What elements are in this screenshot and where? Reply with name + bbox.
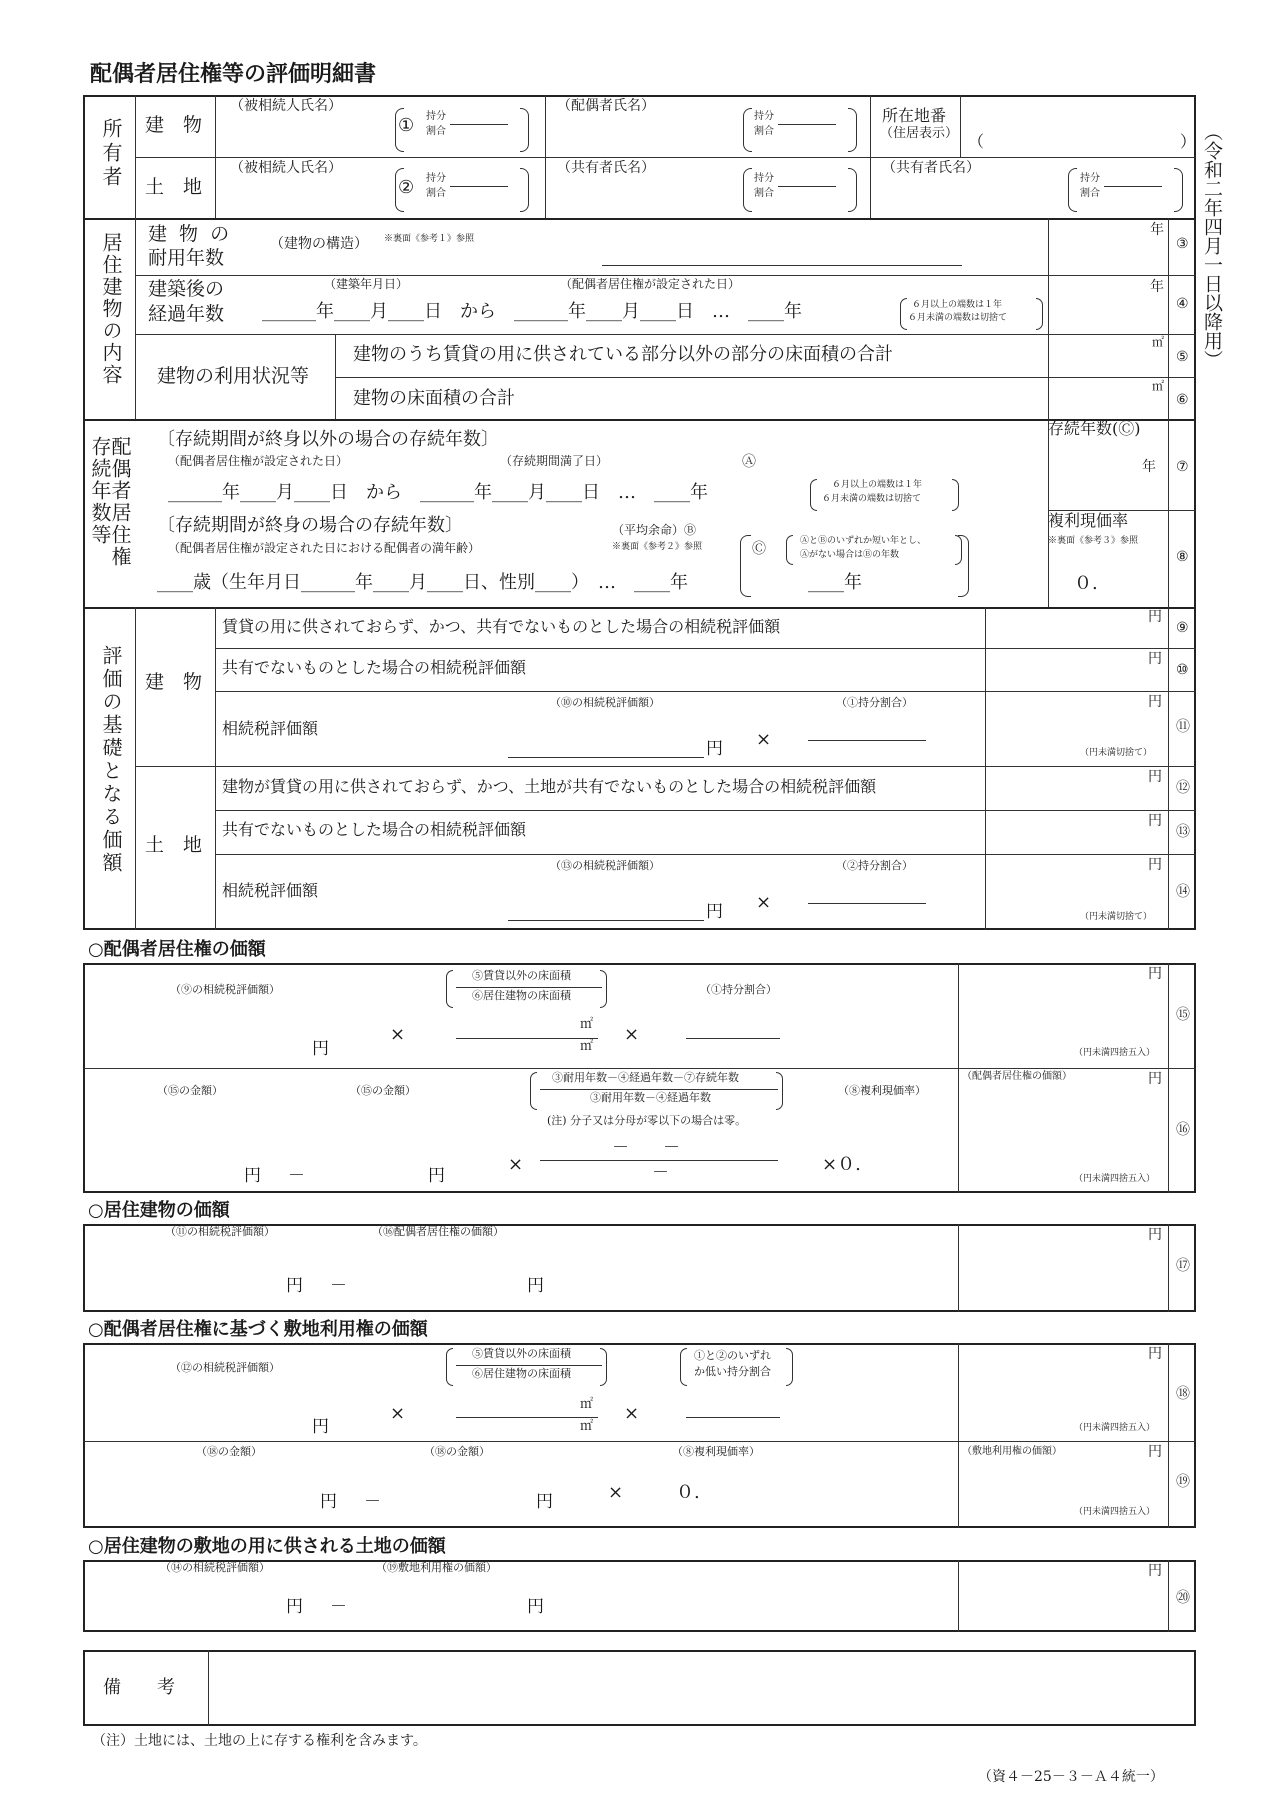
source-12: （⑫の相続税評価額） [170, 1361, 280, 1374]
yen: 円 [706, 739, 723, 759]
area-6-label: ⑥居住建物の床面積 [472, 989, 571, 1002]
unit-year: 年 [1150, 222, 1164, 238]
rounding-half-up: （円未満四捨五入） [1074, 1048, 1156, 1058]
duration-header-col1: 配偶者居住権 [108, 436, 132, 568]
share-label-1: 持分 [426, 173, 446, 184]
share-label-2: 割合 [754, 126, 774, 137]
area-6-label: ⑥居住建物の床面積 [472, 1367, 571, 1380]
yen: 円 [1148, 1444, 1162, 1460]
end-date-label: （存続期間満了日） [500, 454, 609, 468]
owner-building-label: 建 物 [145, 114, 203, 136]
rounding-note-1: ６月以上の端数は１年 [912, 300, 1003, 310]
share-label-1: 持分 [754, 111, 774, 122]
row-number-16: ⑯ [1176, 1122, 1190, 1138]
applicability-note: （令和二年四月一日以降用） [1201, 122, 1223, 369]
location-label: 所在地番 [882, 106, 947, 125]
structure-label: （建物の構造） [270, 236, 368, 252]
row-number-13: ⑬ [1176, 824, 1190, 840]
yen: 円 [527, 1276, 544, 1296]
yen: 円 [1148, 769, 1162, 785]
basis-header: 評価の基礎となる価額 [99, 645, 123, 875]
age-note: （配偶者居住権が設定された日における配偶者の満年齢） [168, 541, 481, 555]
row-10-label: 共有でないものとした場合の相続税評価額 [222, 658, 527, 677]
zero-note: (注) 分子又は分母が零以下の場合は零。 [547, 1114, 747, 1127]
row-number-14: ⑭ [1176, 884, 1190, 900]
decedent-name-label-2: （被相続人氏名） [230, 160, 342, 176]
row-number-7: ⑦ [1176, 459, 1189, 475]
pv-zero: ０. [676, 1482, 700, 1503]
share-label-1: 持分 [426, 111, 446, 122]
minus: － [330, 1276, 347, 1296]
rounding-note-2: ６月未満の端数は切捨て [822, 494, 922, 504]
yen: 円 [312, 1039, 329, 1059]
yen: 円 [1148, 1071, 1162, 1087]
times: × [624, 1403, 640, 1424]
row-14-label: 相続税評価額 [222, 881, 319, 900]
residence-value-section-title: ○居住建物の価額 [88, 1200, 230, 1221]
pv-8-label: （⑧複利現価率） [672, 1445, 760, 1458]
share-label-2: 割合 [426, 188, 446, 199]
row-number-12: ⑫ [1176, 780, 1190, 796]
minus: － [652, 1163, 669, 1183]
total-area-label: 建物の床面積の合計 [353, 388, 515, 409]
yen: 円 [536, 1492, 553, 1512]
yen: 円 [706, 902, 723, 922]
built-date-label: （建築年月日） [324, 277, 409, 291]
coowner-name-label: （共有者氏名） [557, 160, 655, 176]
usage-label: 建物の利用状況等 [157, 365, 310, 387]
share-1-label: （①持分割合） [700, 983, 777, 996]
row-number-15: ⑮ [1176, 1007, 1190, 1023]
yen: 円 [286, 1597, 303, 1617]
case-other-label: 〔存続期間が終身以外の場合の存続年数〕 [157, 429, 499, 450]
times-zero: ×０. [822, 1154, 861, 1175]
times: × [756, 729, 772, 750]
location-sub-label: （住居表示） [880, 126, 959, 141]
basis-land-label: 土 地 [145, 834, 203, 856]
times: × [608, 1482, 624, 1503]
row-14-share: （②持分割合） [836, 859, 913, 872]
unit-year: 年 [1150, 279, 1164, 295]
source-14: （⑭の相続税評価額） [160, 1561, 270, 1574]
site-right-value-label: （敷地利用権の価額） [962, 1446, 1062, 1457]
spouse-right-section-title: ○配偶者居住権の価額 [88, 939, 266, 960]
duration-years-label: 存続年数(Ⓒ) [1048, 419, 1141, 438]
rounding-cut: （円未満切捨て） [1080, 912, 1153, 922]
yen: 円 [1148, 857, 1162, 873]
rounding-half-up: （円未満四捨五入） [1074, 1174, 1156, 1184]
row-number-4: ④ [1176, 296, 1189, 312]
times: × [624, 1024, 640, 1045]
row-9-label: 賃貸の用に供されておらず、かつ、共有でないものとした場合の相続税評価額 [222, 617, 781, 636]
source-19: （⑲敷地利用権の価額） [376, 1561, 497, 1574]
non-rental-area-label: 建物のうち賃貸の用に供されている部分以外の部分の床面積の合計 [353, 344, 893, 365]
duration-year-blank: ____年 [808, 572, 862, 593]
source-11: （⑪の相続税評価額） [165, 1225, 275, 1238]
unit-m2: ㎡ [1152, 335, 1165, 349]
row-number-8: ⑧ [1176, 549, 1189, 565]
row-number-6: ⑥ [1176, 392, 1189, 408]
times: × [756, 892, 772, 913]
age-row: ____歳（生年月日______年____月____日、性別____） … ____年 [157, 572, 688, 593]
avg-life-label: （平均余命）Ⓑ [612, 523, 697, 537]
row-11-source: （⑩の相続税評価額） [550, 696, 660, 709]
footnote: （注）土地には、土地の上に存する権利を含みます。 [92, 1733, 427, 1749]
amount-15-b: （⑮の金額） [350, 1084, 416, 1097]
choose-note-1: ⒶとⒷのいずれか短い年とし、 [800, 536, 927, 546]
form-id: （資４－25－３－Ａ４統一） [978, 1769, 1164, 1785]
row-number-11: ⑪ [1176, 719, 1190, 735]
source-16: （⑯配偶者居住権の価額） [372, 1225, 504, 1238]
area-5-label: ⑤賃貸以外の床面積 [472, 969, 571, 982]
times: × [508, 1154, 524, 1175]
yen: 円 [320, 1492, 337, 1512]
share-label-2: 割合 [1080, 188, 1100, 199]
lower-share-label-1: ①と②のいずれ [694, 1349, 771, 1362]
row-number-17: ⑰ [1176, 1258, 1190, 1274]
denominator-formula: ③耐用年数－④経過年数 [590, 1091, 711, 1104]
unit-m2: ㎡ [580, 1017, 594, 1032]
case-life-label: 〔存続期間が終身の場合の存続年数〕 [157, 515, 463, 536]
durable-years-label-2: 耐用年数 [148, 247, 225, 269]
numerator-dashes: － － [612, 1138, 680, 1158]
row-number-3: ③ [1176, 236, 1189, 252]
share-label-2: 割合 [426, 126, 446, 137]
rounding-cut: （円未満切捨て） [1080, 748, 1153, 758]
circle-1: ① [398, 115, 415, 136]
minus: － [330, 1597, 347, 1617]
decedent-name-label: （被相続人氏名） [230, 98, 342, 114]
row-number-20: ⑳ [1176, 1590, 1190, 1606]
duration-header-col2: 存続年数等 [88, 436, 112, 546]
remarks-label: 備 考 [103, 1677, 175, 1698]
row-11-share: （①持分割合） [836, 696, 913, 709]
amount-15-a: （⑮の金額） [157, 1084, 223, 1097]
yen: 円 [1148, 1227, 1162, 1243]
rounding-half-up: （円未満四捨五入） [1074, 1423, 1156, 1433]
row-11-label: 相続税評価額 [222, 719, 319, 738]
minus: － [288, 1166, 305, 1186]
avg-life-ref: ※裏面《参考２》参照 [612, 542, 703, 552]
rounding-half-up: （円未満四捨五入） [1074, 1507, 1156, 1517]
yen: 円 [1148, 813, 1162, 829]
elapsed-years-label-1: 建築後の [148, 278, 225, 300]
land-value-section-title: ○居住建物の敷地の用に供される土地の価額 [88, 1536, 446, 1557]
coowner-name-label-2: （共有者氏名） [882, 160, 980, 176]
pv-8-label: （⑧複利現価率） [838, 1084, 926, 1097]
share-label-1: 持分 [1080, 173, 1100, 184]
yen: 円 [1148, 1346, 1162, 1362]
share-label-2: 割合 [754, 188, 774, 199]
yen: 円 [527, 1597, 544, 1617]
yen: 円 [244, 1166, 261, 1186]
site-right-section-title: ○配偶者居住権に基づく敷地利用権の価額 [88, 1319, 428, 1340]
unit-m2: ㎡ [580, 1419, 594, 1434]
structure-ref: ※裏面《参考１》参照 [384, 234, 475, 244]
mark-a: Ⓐ [742, 454, 756, 470]
remarks-input[interactable] [210, 1652, 1192, 1724]
basis-building-label: 建 物 [145, 671, 203, 693]
numerator-formula: ③耐用年数－④経過年数－⑦存続年数 [552, 1071, 739, 1084]
amount-18-a: （⑱の金額） [196, 1445, 262, 1458]
pv-rate-ref: ※裏面《参考３》参照 [1048, 536, 1139, 546]
row-12-label: 建物が賃貸の用に供されておらず、かつ、土地が共有でないものとした場合の相続税評価額 [222, 777, 877, 796]
row-number-5: ⑤ [1176, 349, 1189, 365]
yen: 円 [1148, 966, 1162, 982]
unit-year: 年 [1142, 459, 1156, 475]
minus: － [364, 1492, 381, 1512]
durable-years-label-1: 建 物 の [148, 223, 233, 245]
yen: 円 [1148, 694, 1162, 710]
spouse-name-label: （配偶者氏名） [557, 98, 655, 114]
times: × [390, 1403, 406, 1424]
spouse-right-value-label: （配偶者居住権の価額） [962, 1071, 1072, 1082]
residence-header: 居住建物の内容 [99, 232, 123, 386]
pv-rate-value: ０. [1074, 573, 1098, 594]
row-14-source: （⑬の相続税評価額） [550, 859, 660, 872]
pv-rate-label: 複利現価率 [1048, 511, 1129, 530]
lower-share-label-2: か低い持分割合 [694, 1365, 771, 1378]
paren-open: （ [968, 132, 985, 151]
yen: 円 [312, 1417, 329, 1437]
yen: 円 [1148, 651, 1162, 667]
row-number-9: ⑨ [1176, 620, 1189, 636]
yen: 円 [286, 1276, 303, 1296]
area-5-label: ⑤賃貸以外の床面積 [472, 1347, 571, 1360]
row-number-18: ⑱ [1176, 1386, 1190, 1402]
row-13-label: 共有でないものとした場合の相続税評価額 [222, 820, 527, 839]
yen: 円 [1148, 1563, 1162, 1579]
rounding-note-1: ６月以上の端数は１年 [832, 480, 923, 490]
mark-c: Ⓒ [752, 541, 766, 557]
times: × [390, 1024, 406, 1045]
source-9: （⑨の相続税評価額） [170, 983, 280, 996]
circle-2: ② [398, 177, 415, 198]
unit-m2: ㎡ [580, 1397, 594, 1412]
choose-note-2: Ⓐがない場合はⒷの年数 [800, 550, 900, 560]
row-number-10: ⑩ [1176, 662, 1189, 678]
yen: 円 [1148, 609, 1162, 625]
rounding-note-2: ６月未満の端数は切捨て [908, 313, 1008, 323]
page-title: 配偶者居住権等の評価明細書 [90, 62, 377, 87]
yen: 円 [428, 1166, 445, 1186]
unit-m2: ㎡ [580, 1039, 594, 1054]
owner-header: 所有者 [99, 118, 123, 190]
set-date-label: （配偶者居住権が設定された日） [560, 277, 741, 291]
duration-date-row: ______年____月____日 から ______年____月____日 … ____年 [168, 482, 708, 503]
amount-18-b: （⑱の金額） [424, 1445, 490, 1458]
elapsed-date-row: ______年____月____日 から ______年____月____日 … ____年 [262, 301, 802, 322]
share-label-1: 持分 [754, 173, 774, 184]
unit-m2: ㎡ [1152, 379, 1165, 393]
paren-close: ） [1180, 132, 1197, 151]
owner-land-label: 土 地 [145, 176, 203, 198]
row-number-19: ⑲ [1176, 1474, 1190, 1490]
set-date-label-2: （配偶者居住権が設定された日） [168, 454, 349, 468]
elapsed-years-label-2: 経過年数 [148, 303, 225, 325]
